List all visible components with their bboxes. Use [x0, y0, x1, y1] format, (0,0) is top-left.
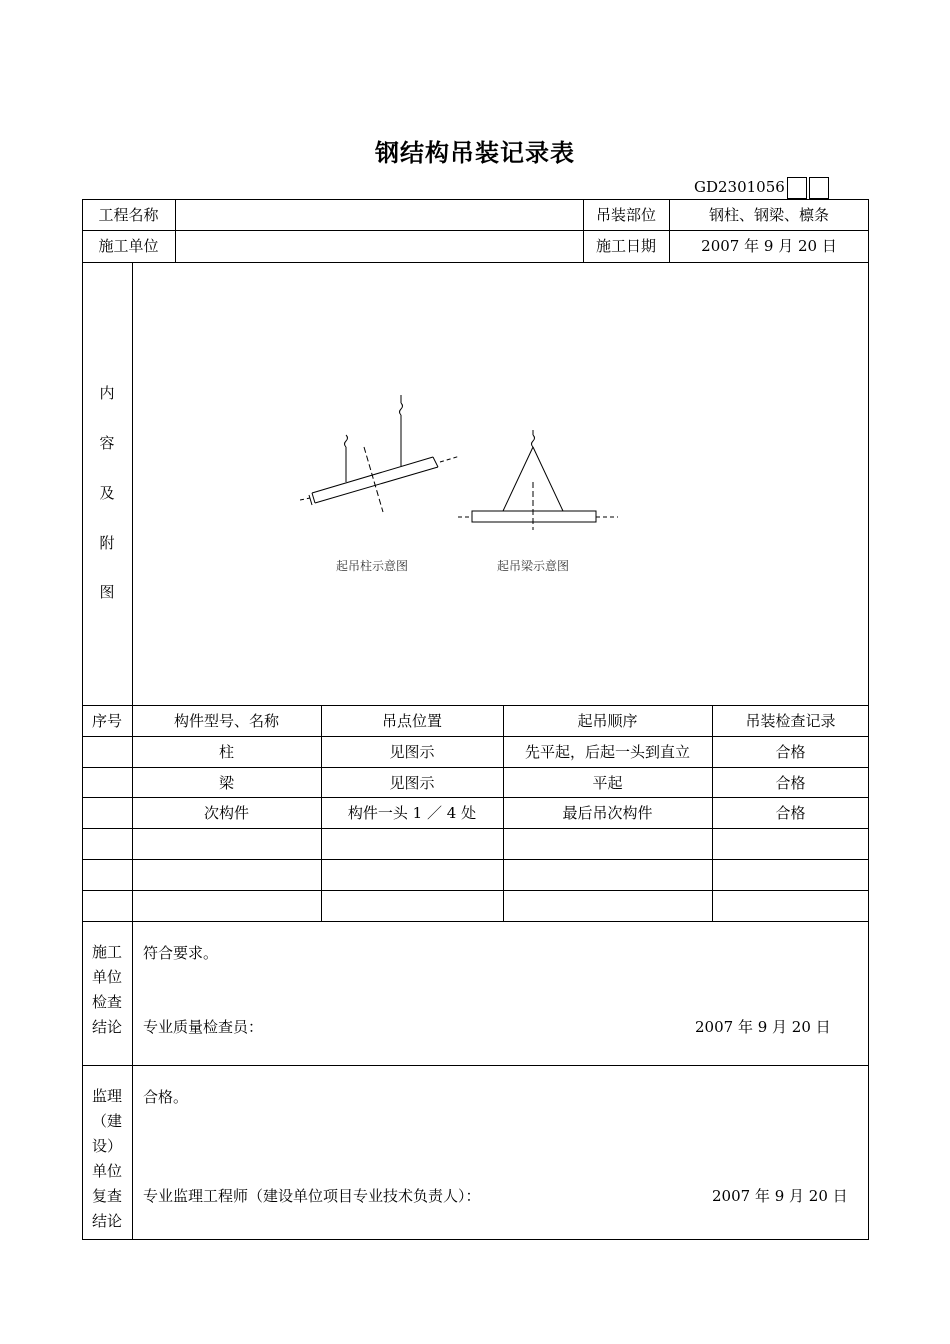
table-cell[interactable]: 见图示	[389, 774, 435, 792]
table-cell[interactable]: 梁	[218, 774, 234, 792]
content-label-5: 图	[99, 583, 115, 601]
table-cell[interactable]: 最后吊次构件	[562, 804, 653, 822]
table-cell[interactable]: 次构件	[203, 804, 249, 822]
supervisor-check-label	[82, 1084, 132, 1234]
label-line: 监理	[91, 1087, 122, 1105]
supervising-engineer-label: 专业监理工程师（建设单位项目专业技术负责人）：	[143, 1187, 481, 1205]
quality-inspector-label: 专业质量检查员：	[143, 1018, 264, 1036]
table-cell[interactable]: 柱	[218, 743, 234, 761]
label-line: 复查	[91, 1187, 122, 1205]
table-cell[interactable]: 先平起，后起一头到直立	[524, 743, 690, 761]
contractor-label: 施工单位	[98, 237, 159, 255]
code-box-2[interactable]	[809, 177, 829, 199]
lifting-diagram	[300, 390, 630, 530]
date-label: 施工日期	[595, 237, 656, 255]
form-code-text: GD2301056	[694, 178, 785, 196]
form-code	[694, 176, 829, 199]
date-value[interactable]: 2007 年 9 月 20 日	[701, 237, 837, 255]
column-lift-figure	[300, 395, 460, 512]
label-line: 施工	[91, 943, 122, 961]
code-box-1[interactable]	[787, 177, 807, 199]
col-header-component: 构件型号、名称	[173, 712, 279, 730]
content-label-2: 容	[99, 434, 115, 452]
label-line: 单位	[91, 1162, 122, 1180]
label-line: 单位	[91, 968, 122, 986]
contractor-conclusion[interactable]: 符合要求。	[143, 944, 219, 962]
content-label-3: 及	[99, 484, 115, 502]
contractor-check-label	[82, 940, 132, 1040]
column-figure-caption: 起吊柱示意图	[336, 559, 409, 573]
content-label-4: 附	[99, 534, 115, 552]
lift-part-label: 吊装部位	[595, 206, 656, 224]
table-cell[interactable]: 合格	[775, 743, 806, 761]
col-header-lift-point: 吊点位置	[381, 712, 442, 730]
table-cell[interactable]: 构件一头 1 ／ 4 处	[347, 804, 477, 822]
project-name-label: 工程名称	[98, 206, 159, 224]
content-label-1: 内	[99, 384, 115, 402]
col-header-check-record: 吊装检查记录	[745, 712, 836, 730]
supervisor-check-date[interactable]: 2007 年 9 月 20 日	[712, 1187, 848, 1205]
col-header-seq: 序号	[91, 712, 122, 730]
label-line: 结论	[91, 1212, 122, 1230]
label-line: 检查	[91, 993, 122, 1011]
table-cell[interactable]: 平起	[592, 774, 623, 792]
table-cell[interactable]: 见图示	[389, 743, 435, 761]
contractor-check-date[interactable]: 2007 年 9 月 20 日	[695, 1018, 831, 1036]
lift-part-value[interactable]: 钢柱、钢梁、檩条	[708, 206, 829, 224]
table-cell[interactable]: 合格	[775, 804, 806, 822]
table-cell[interactable]: 合格	[775, 774, 806, 792]
supervisor-conclusion[interactable]: 合格。	[143, 1088, 189, 1106]
col-header-lift-order: 起吊顺序	[577, 712, 638, 730]
beam-figure-caption: 起吊梁示意图	[497, 559, 570, 573]
label-line: 设）	[91, 1137, 122, 1155]
page-title: 钢结构吊装记录表	[375, 138, 575, 167]
beam-lift-figure	[458, 430, 618, 530]
label-line: 结论	[91, 1018, 122, 1036]
label-line: （建	[91, 1112, 122, 1130]
